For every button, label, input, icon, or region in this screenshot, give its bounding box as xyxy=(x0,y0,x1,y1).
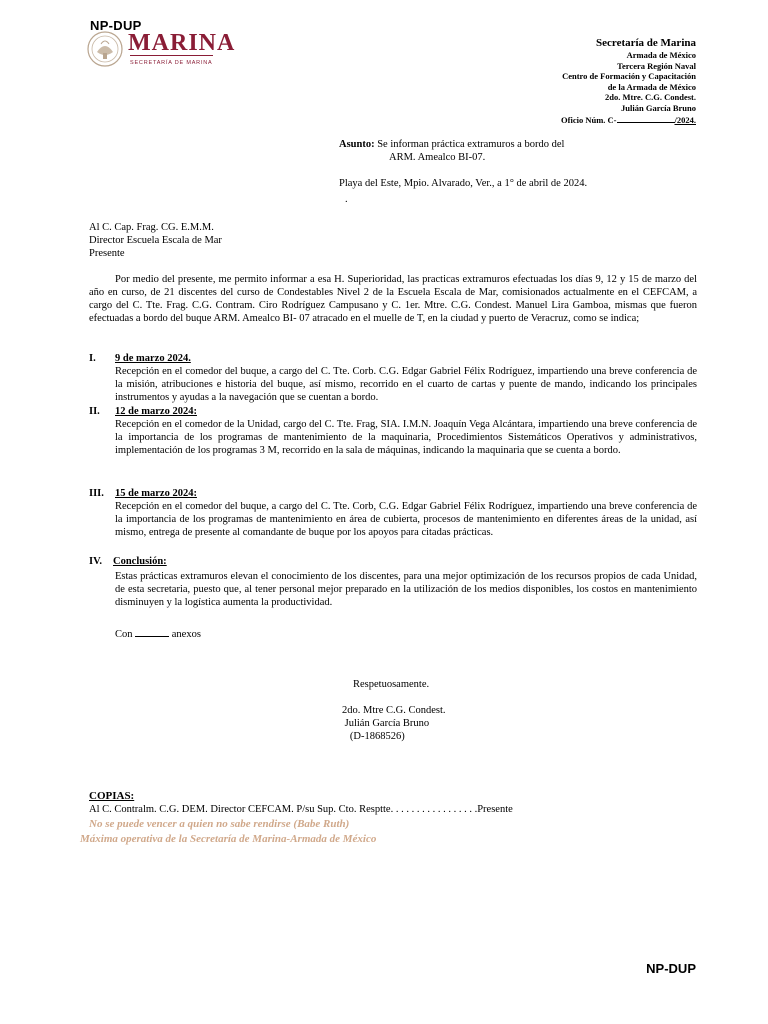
conclusion-body: Estas prácticas extramuros elevan el conocimiento de los discentes, para una mejor optimización de los recursos propios de cada Unidad, de esta secretaria, puesto que, al tener personal mejor preparado en la utilización de los medios disponibles, los costos en mantenimiento disminuyen y la logística aumenta la productividad. xyxy=(115,571,697,608)
subject-label: Asunto: xyxy=(339,139,375,150)
section-number: II. xyxy=(89,406,100,417)
copies-label: COPIAS: xyxy=(89,790,135,802)
copies-line: Al C. Contralm. C.G. DEM. Director CEFCAM. P/su Sup. Cto. Resptte. . . . . . . . . . . . . . . . .Presente xyxy=(89,804,513,815)
intro-paragraph: Por medio del presente, me permito informar a esa H. Superioridad, las practicas extramuros efectuadas los días 9, 12 y 15 de marzo del año en curso, de 21 discentes del curso de Condestables Nivel 2 de la Escuela Escala de Mar, comisionados actualmente en el CEFCAM, a cargo del C. Tte. Frag. C.G. Contram. Ciro Rodríguez Campusano y C. 1er. Mtre. C.G. Condest. Manuel Lira Gamboa, mismas que fueron efectuadas a bordo del buque ARM. Amealco BI- 07 atracado en el muelle de T, en la ciudad y puerto de Veracruz, como se indica; xyxy=(89,274,697,324)
section-title: 12 de marzo 2024: xyxy=(115,406,197,417)
letterhead-line: de la Armada de México xyxy=(607,81,696,92)
addressee-line: Presente xyxy=(89,248,125,259)
classification-top: NP-DUP xyxy=(90,18,142,33)
section-number: I. xyxy=(89,353,96,364)
signoff: Respetuosamente. xyxy=(353,679,430,690)
oficio-blank xyxy=(617,113,675,123)
subject xyxy=(339,138,699,164)
addressee-line: Director Escuela Escala de Mar xyxy=(89,235,222,246)
oficio-suffix: /2024. xyxy=(674,115,696,125)
motto-quote: No se puede vencer a quien no sabe rendirse (Babe Ruth) xyxy=(89,818,350,830)
letterhead-line: Tercera Región Naval xyxy=(617,60,696,71)
subject-line-1: Se informan práctica extramuros a bordo del xyxy=(374,139,565,150)
section-title: 15 de marzo 2024: xyxy=(115,488,197,499)
coat-of-arms-seal-icon xyxy=(86,30,124,68)
letterhead-line: Secretaría de Marina xyxy=(596,37,696,49)
signature-line: (D-1868526) xyxy=(342,731,405,742)
annexes-blank xyxy=(135,626,169,637)
letterhead-line: 2do. Mtre. C.G. Condest. xyxy=(605,92,696,102)
place-dot: . xyxy=(345,194,348,205)
section-title: 9 de marzo 2024. xyxy=(115,353,191,364)
annexes-prefix: Con xyxy=(115,629,136,640)
subject-line-2: ARM. Amealco BI-07. xyxy=(389,152,486,163)
signature-block xyxy=(342,704,446,743)
place-date: Playa del Este, Mpio. Alvarado, Ver., a 1° de abril de 2024. xyxy=(339,178,588,189)
letterhead-line: Centro de Formación y Capacitación xyxy=(562,71,696,81)
signature-line: 2do. Mtre C.G. Condest. xyxy=(342,705,446,716)
marina-logo xyxy=(86,30,236,68)
letterhead-line: Armada de México xyxy=(626,50,696,60)
letterhead xyxy=(561,36,696,126)
logo-subtitle: SECRETARÍA DE MARINA xyxy=(130,55,213,70)
addressee-line: Al C. Cap. Frag. CG. E.M.M. xyxy=(89,222,214,233)
conclusion-number: IV. xyxy=(89,556,102,567)
classification-bottom: NP-DUP xyxy=(646,961,696,976)
motto-attribution: Máxima operativa de la Secretaría de Marina-Armada de México xyxy=(80,833,377,845)
section-number: III. xyxy=(89,488,104,499)
signature-line: Julián García Bruno xyxy=(342,718,430,729)
letterhead-line: Julián García Bruno xyxy=(621,102,696,113)
section-body: Recepción en el comedor de la Unidad, cargo del C. Tte. Frag, SIA. I.M.N. Joaquín Vega Alcántara, impartiendo una breve conferencia de la importancia de los programas de mantenimiento de la maquinaria, Procedimientos Sistemáticos Operativos y administrativos, implementación de los programas 3 M, recorrido en la sala de máquinas, indicando la maquinaria que se cuenta a bordo. xyxy=(115,419,697,456)
annexes-suffix: anexos xyxy=(169,629,201,640)
annexes-line xyxy=(115,626,201,641)
section-body: Recepción en el comedor del buque, a cargo del C. Tte. Corb, C.G. Edgar Gabriel Félix Rodríguez, impartiendo una breve conferencia de la importancia de los programas de mantenimiento en área de cubierta, procesos de mantenimiento en diferentes áreas de la unidad, así mismo, entrega de presente al comandante de buque por los apoyos para citadas prácticas. xyxy=(115,501,697,538)
conclusion-title: Conclusión: xyxy=(113,556,167,567)
oficio-number xyxy=(561,113,696,126)
logo-wordmark: MARINA xyxy=(128,30,236,56)
oficio-prefix: Oficio Núm. C- xyxy=(561,115,617,125)
addressee xyxy=(89,221,222,260)
section-body: Recepción en el comedor del buque, a cargo del C. Tte. Corb. C.G. Edgar Gabriel Félix Rodríguez, impartiendo una breve conferencia de la misión, atribuciones e historia del buque, así mismo, recorrido en el cuarto de cartas y puente de mando, indicando los principales instrumentos y ayudas a la navegación que se cuentan a bordo. xyxy=(115,366,697,403)
